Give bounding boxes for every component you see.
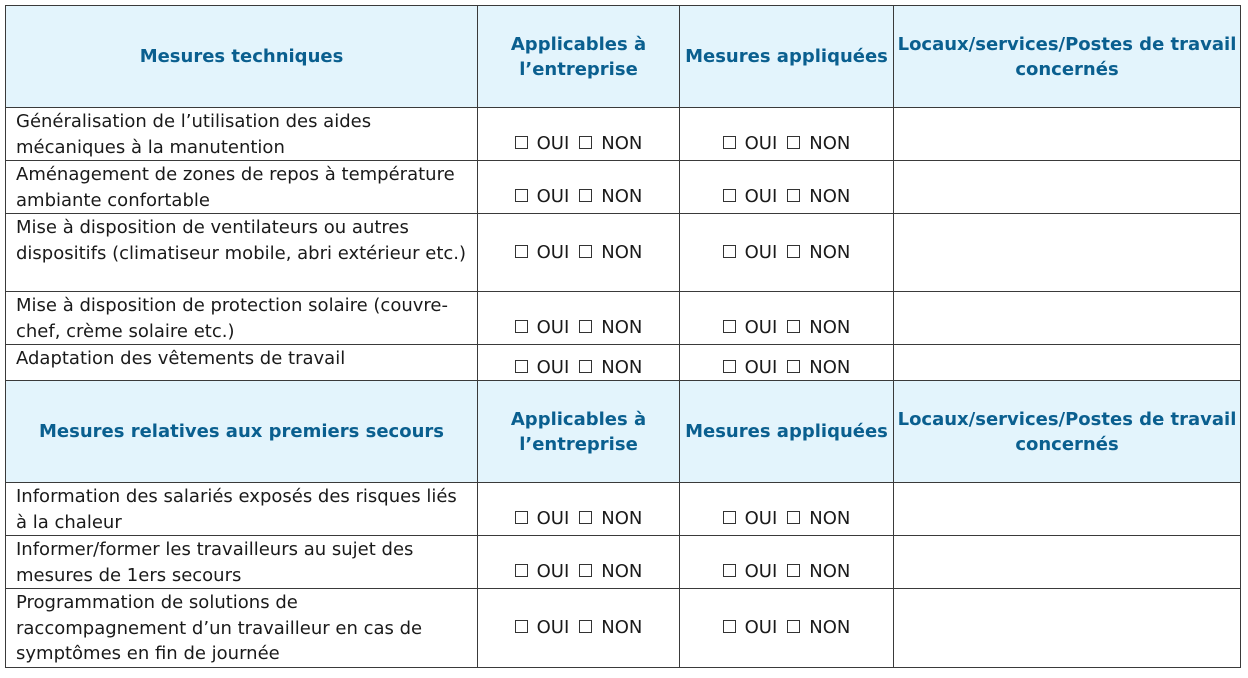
col-header-measure: Mesures techniques — [6, 6, 478, 108]
col-header-measure: Mesures relatives aux premiers secours — [6, 381, 478, 483]
yes-label: OUI — [744, 186, 778, 207]
no-label: NON — [809, 616, 851, 638]
no-label: NON — [601, 357, 643, 378]
no-checkbox[interactable] — [787, 564, 800, 577]
no-label: NON — [601, 186, 643, 207]
no-label: NON — [809, 186, 851, 207]
no-checkbox[interactable] — [787, 245, 800, 258]
applicable-choice — [478, 108, 680, 161]
no-label: NON — [601, 241, 643, 263]
locations-cell[interactable] — [894, 214, 1241, 292]
no-checkbox[interactable] — [579, 320, 592, 333]
yes-label: OUI — [744, 508, 778, 529]
table-row — [6, 483, 1241, 536]
yes-checkbox[interactable] — [515, 189, 528, 202]
applied-choice — [680, 345, 894, 381]
no-checkbox[interactable] — [579, 245, 592, 258]
yes-label: OUI — [536, 186, 570, 207]
no-checkbox[interactable] — [787, 189, 800, 202]
measure-label: Aménagement de zones de repos à température ambiante confortable — [6, 161, 478, 214]
no-label: NON — [809, 133, 851, 154]
no-label: NON — [601, 133, 643, 154]
no-label: NON — [601, 616, 643, 638]
no-checkbox[interactable] — [579, 360, 592, 373]
no-label: NON — [809, 241, 851, 263]
col-header-locations: Locaux/services/Postes de travail concernés — [894, 381, 1241, 483]
yes-label: OUI — [744, 357, 778, 378]
yes-checkbox[interactable] — [723, 360, 736, 373]
no-checkbox[interactable] — [579, 136, 592, 149]
col-header-applied: Mesures appliquées — [680, 381, 894, 483]
section-header-row — [6, 381, 1241, 483]
locations-cell[interactable] — [894, 161, 1241, 214]
applied-choice — [680, 108, 894, 161]
applicable-choice — [478, 589, 680, 668]
measure-label: Adaptation des vêtements de travail — [6, 345, 478, 381]
no-label: NON — [601, 561, 643, 582]
no-checkbox[interactable] — [787, 360, 800, 373]
yes-label: OUI — [744, 317, 778, 338]
applicable-choice — [478, 536, 680, 589]
no-checkbox[interactable] — [579, 620, 592, 633]
measure-label: Information des salariés exposés des risques liés à la chaleur — [6, 483, 478, 536]
yes-checkbox[interactable] — [723, 136, 736, 149]
no-checkbox[interactable] — [787, 620, 800, 633]
table-row — [6, 345, 1241, 381]
yes-label: OUI — [744, 561, 778, 582]
no-checkbox[interactable] — [579, 511, 592, 524]
yes-label: OUI — [536, 241, 570, 263]
applicable-choice — [478, 161, 680, 214]
yes-checkbox[interactable] — [515, 564, 528, 577]
applicable-choice — [478, 345, 680, 381]
applied-choice — [680, 292, 894, 345]
no-checkbox[interactable] — [787, 511, 800, 524]
applied-choice — [680, 161, 894, 214]
yes-label: OUI — [536, 317, 570, 338]
col-header-applied: Mesures appliquées — [680, 6, 894, 108]
no-label: NON — [601, 508, 643, 529]
yes-checkbox[interactable] — [723, 189, 736, 202]
measure-label: Mise à disposition de protection solaire (couvre-chef, crème solaire etc.) — [6, 292, 478, 345]
table-row — [6, 589, 1241, 668]
applicable-choice — [478, 483, 680, 536]
applicable-choice — [478, 292, 680, 345]
yes-checkbox[interactable] — [723, 245, 736, 258]
yes-checkbox[interactable] — [723, 564, 736, 577]
locations-cell[interactable] — [894, 108, 1241, 161]
table-row — [6, 214, 1241, 292]
locations-cell[interactable] — [894, 483, 1241, 536]
no-label: NON — [809, 317, 851, 338]
measure-label: Programmation de solutions de raccompagnement d’un travailleur en cas de symptômes en fin de journée — [6, 589, 478, 668]
no-label: NON — [809, 508, 851, 529]
locations-cell[interactable] — [894, 589, 1241, 668]
yes-checkbox[interactable] — [723, 620, 736, 633]
locations-cell[interactable] — [894, 536, 1241, 589]
no-checkbox[interactable] — [579, 564, 592, 577]
col-header-locations: Locaux/services/Postes de travail concernés — [894, 6, 1241, 108]
col-header-applicable: Applicables à l’entreprise — [478, 6, 680, 108]
table-row — [6, 161, 1241, 214]
applied-choice — [680, 589, 894, 668]
applied-choice — [680, 536, 894, 589]
no-checkbox[interactable] — [787, 320, 800, 333]
yes-checkbox[interactable] — [515, 620, 528, 633]
no-checkbox[interactable] — [579, 189, 592, 202]
yes-label: OUI — [536, 357, 570, 378]
table-row — [6, 292, 1241, 345]
yes-checkbox[interactable] — [723, 320, 736, 333]
yes-label: OUI — [744, 241, 778, 263]
yes-label: OUI — [536, 508, 570, 529]
locations-cell[interactable] — [894, 345, 1241, 381]
yes-label: OUI — [536, 561, 570, 582]
applied-choice — [680, 214, 894, 292]
applied-choice — [680, 483, 894, 536]
yes-checkbox[interactable] — [515, 245, 528, 258]
table-row — [6, 536, 1241, 589]
measure-label: Généralisation de l’utilisation des aides mécaniques à la manutention — [6, 108, 478, 161]
yes-label: OUI — [536, 133, 570, 154]
yes-label: OUI — [744, 133, 778, 154]
yes-checkbox[interactable] — [515, 136, 528, 149]
yes-checkbox[interactable] — [515, 360, 528, 373]
no-label: NON — [809, 357, 851, 378]
yes-checkbox[interactable] — [723, 511, 736, 524]
locations-cell[interactable] — [894, 292, 1241, 345]
yes-checkbox[interactable] — [515, 511, 528, 524]
yes-label: OUI — [536, 616, 570, 638]
yes-checkbox[interactable] — [515, 320, 528, 333]
no-label: NON — [809, 561, 851, 582]
table-row — [6, 108, 1241, 161]
measure-label: Mise à disposition de ventilateurs ou autres dispositifs (climatiseur mobile, abri extérieur etc.) — [6, 214, 478, 292]
no-checkbox[interactable] — [787, 136, 800, 149]
col-header-applicable: Applicables à l’entreprise — [478, 381, 680, 483]
yes-label: OUI — [744, 616, 778, 638]
section-header-row — [6, 6, 1241, 108]
no-label: NON — [601, 317, 643, 338]
measures-table — [5, 5, 1241, 668]
measure-label: Informer/former les travailleurs au sujet des mesures de 1ers secours — [6, 536, 478, 589]
applicable-choice — [478, 214, 680, 292]
